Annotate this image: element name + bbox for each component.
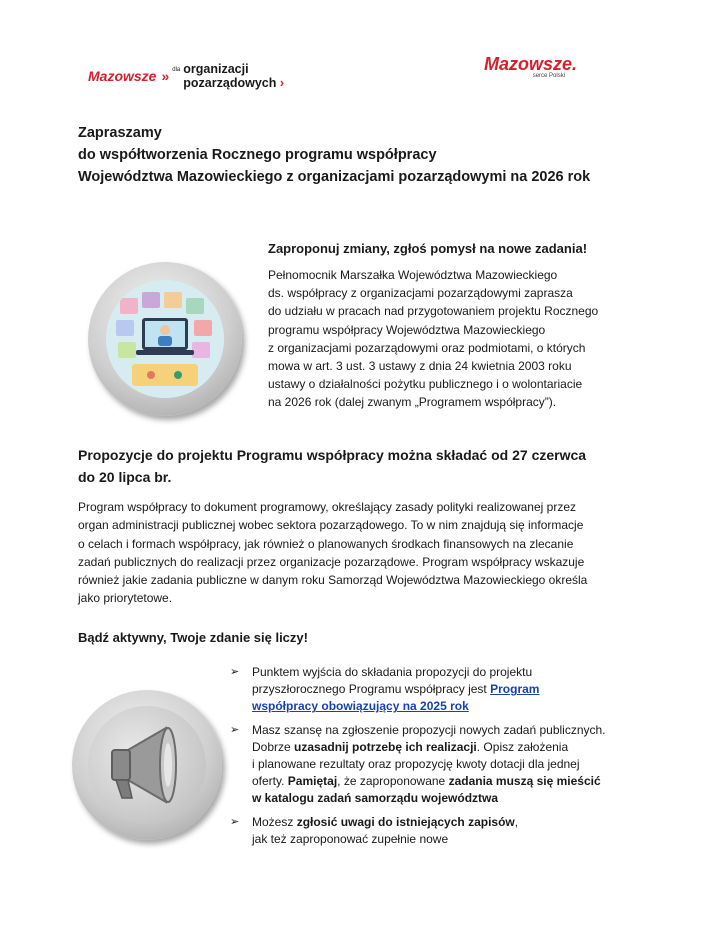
bullet-line: Punktem wyjścia do składania propozycji do projektu	[252, 665, 533, 679]
logo-mazowsze-serce-polski	[484, 54, 577, 79]
program-description	[78, 498, 638, 608]
intro-line: Pełnomocnik Marszałka Województwa Mazowieckiego	[268, 268, 558, 282]
deadline-heading	[78, 444, 638, 488]
description-line: jako priorytetowe.	[78, 591, 173, 606]
logo-org-end: ›	[279, 76, 285, 90]
bullet-item	[228, 722, 648, 808]
intro-text	[268, 266, 628, 412]
bullet-line	[252, 681, 648, 698]
description-line: o celach i formach współpracy, jak również o planowanych środkach finansowych na zlecanie	[78, 536, 574, 551]
logo-org-line2: pozarządowych	[183, 76, 277, 90]
bullet-emphasis: zgłosić uwagi do istniejących zapisów	[296, 814, 515, 829]
bullet-line: Masz szansę na zgłoszenie propozycji nowych zadań publicznych.	[252, 722, 606, 737]
intro-heading: Zaproponuj zmiany, zgłoś pomysł na nowe zadania!	[268, 241, 588, 256]
arrow-bullet-icon: ➢	[230, 723, 240, 736]
bullet-line	[252, 814, 648, 831]
bullet-line	[252, 698, 648, 715]
bullet-item	[228, 664, 648, 716]
intro-line: do udziału w pracach nad przygotowaniem projektu Rocznego	[268, 304, 599, 319]
description-line: organ administracji publicznej wobec sektora pozarządowego. To w nim znajdują się informacje	[78, 518, 584, 533]
bullet-line: jak też zaproponować zupełnie nowe	[252, 831, 449, 846]
bullet-text: . Opisz założenia	[476, 739, 569, 754]
title-line-3: Województwa Mazowieckiego z organizacjami pozarządowymi na 2026 rok	[78, 169, 591, 185]
bullet-line	[252, 773, 648, 790]
bullet-text: oferty.	[252, 774, 288, 789]
bullet-text: Możesz	[252, 814, 297, 829]
call-to-action-heading: Bądź aktywny, Twoje zdanie się liczy!	[78, 630, 308, 645]
logo-mazowsze-ngo	[88, 58, 284, 94]
bullet-line	[252, 790, 648, 807]
logo-org-line1: organizacji	[183, 62, 249, 76]
intro-line: ustawy o działalności pożytku publicznego i o wolontariacie	[268, 377, 583, 392]
logo-org-line2-wrap	[183, 76, 284, 90]
intro-line: mowa w art. 3 ust. 3 ustawy z dnia 24 kwietnia 2003 roku	[268, 359, 572, 374]
bullet-list	[228, 664, 648, 854]
logo-brand: Mazowsze	[88, 68, 157, 84]
bullet-emphasis: Pamiętaj	[287, 774, 338, 789]
logo-right-tagline: serce Polski	[532, 73, 566, 79]
program-2025-link-cont[interactable]: współpracy obowiązujący na 2025 rok	[252, 699, 469, 714]
logo-chevron: »	[161, 68, 170, 84]
logo-right-brand: Mazowsze.	[484, 54, 578, 74]
title-line-2: do współtworzenia Rocznego programu współpracy	[78, 147, 437, 163]
bullet-emphasis: zadania muszą się mieścić	[448, 774, 601, 789]
description-line: również jakie zadania publiczne w danym roku Samorząd Województwa Mazowieckiego określa	[78, 573, 588, 588]
arrow-bullet-icon: ➢	[230, 666, 240, 678]
intro-line: z organizacjami pozarządowymi oraz podmiotami, o których	[268, 340, 586, 355]
bullet-line: i planowane rezultaty oraz propozycję kwoty dotacji dla jednej	[252, 757, 580, 772]
video-conference-icon	[88, 262, 242, 416]
bullet-emphasis: w katalogu zadań samorządu województwa	[252, 791, 499, 806]
bullet-item	[228, 814, 648, 848]
deadline-line-1: Propozycje do projektu Programu współpracy można składać od 27 czerwca	[78, 447, 587, 463]
bullet-emphasis: uzasadnij potrzebę ich realizacji	[294, 739, 477, 754]
bullet-text: przyszłorocznego Programu współpracy jest	[252, 682, 491, 697]
program-2025-link[interactable]: Program	[490, 682, 540, 697]
bullet-line	[252, 739, 648, 756]
bullet-text: , że zaproponowane	[337, 774, 449, 789]
logo-org-text	[183, 62, 284, 90]
description-line: Program współpracy to dokument programowy, określający zasady polityki realizowanej przez	[78, 500, 576, 514]
description-line: zadań publicznych do realizacji przez organizacje pozarządowe. Program współpracy wskazuje	[78, 554, 585, 569]
intro-line: ds. współpracy z organizacjami pozarządowymi zaprasza	[268, 286, 573, 301]
intro-line: programu współpracy Województwa Mazowieckiego	[268, 322, 546, 337]
document-title	[78, 122, 638, 188]
logo-dla: dla	[172, 67, 181, 73]
bullet-text: Dobrze	[252, 739, 295, 754]
title-line-1: Zapraszamy	[78, 125, 162, 141]
deadline-line-2: do 20 lipca br.	[78, 469, 172, 485]
bullet-text: ,	[514, 814, 519, 829]
arrow-bullet-icon: ➢	[230, 815, 240, 828]
megaphone-icon	[72, 690, 222, 840]
intro-line: na 2026 rok (dalej zwanym „Programem współpracy”).	[268, 395, 557, 410]
